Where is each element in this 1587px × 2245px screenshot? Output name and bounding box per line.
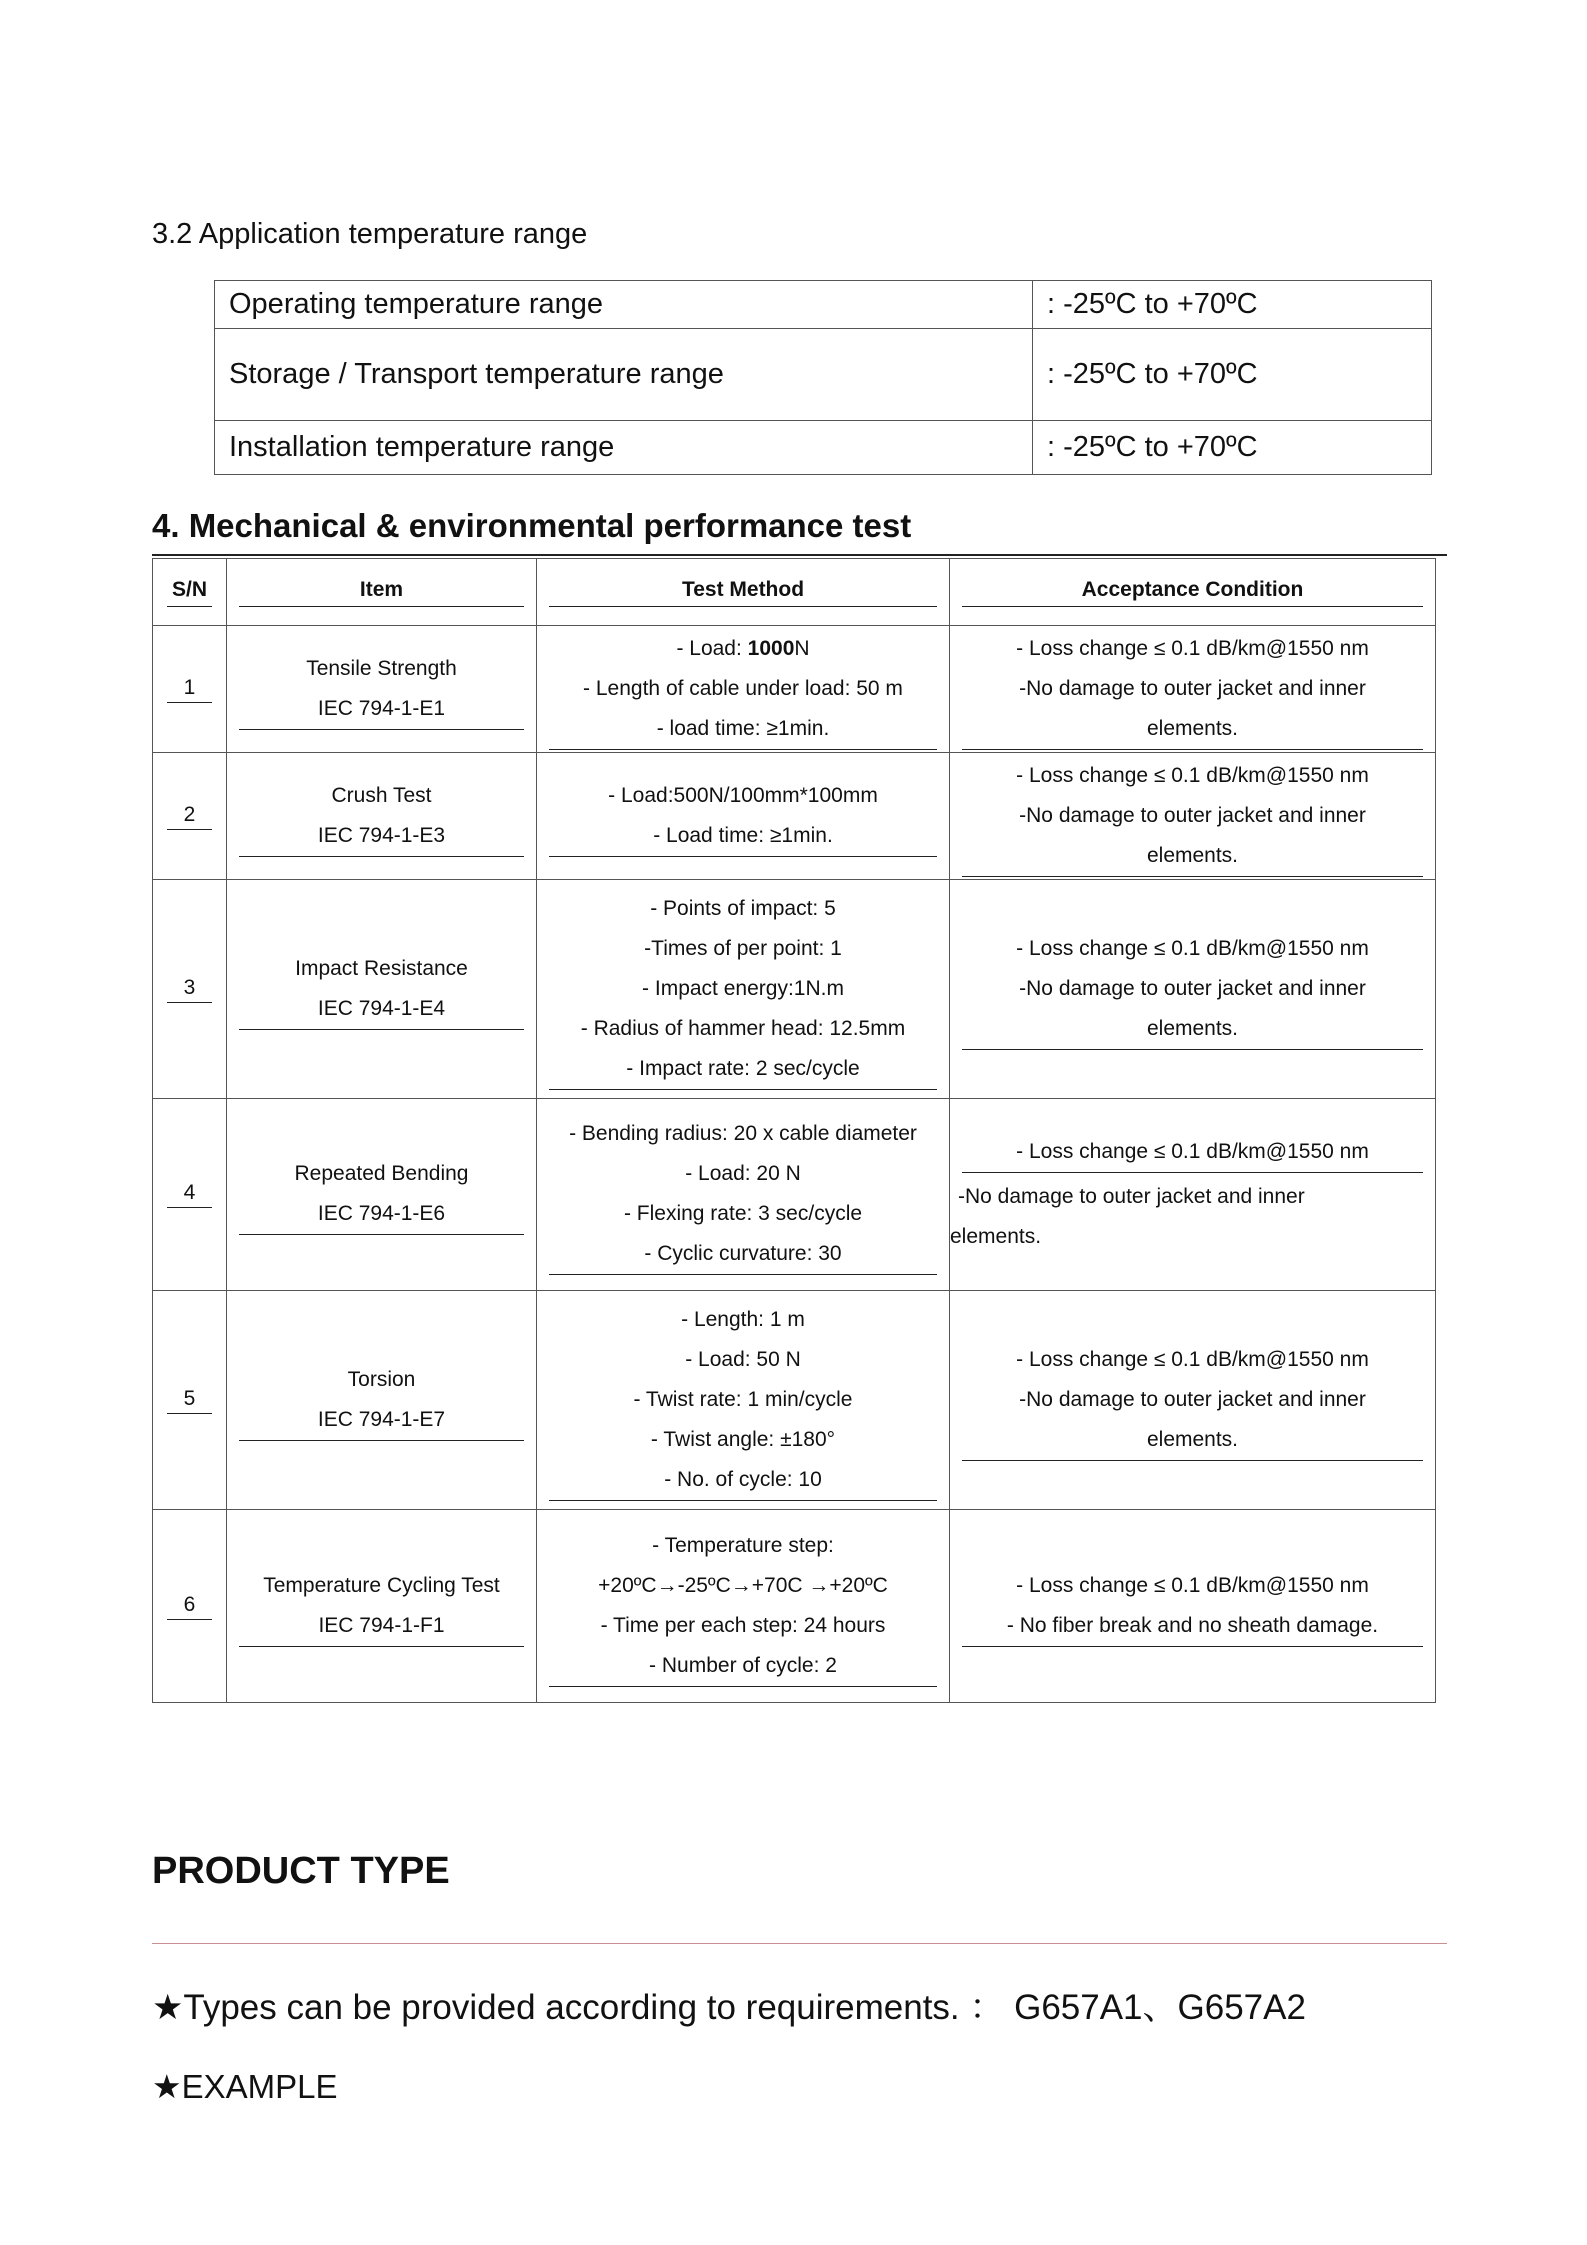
table-header-row — [153, 559, 1436, 626]
example-line: ★EXAMPLE — [152, 2068, 338, 2105]
item-cell: Crush Test IEC 794-1-E3 — [227, 753, 537, 880]
sn-cell: 2 — [153, 753, 227, 880]
table-row — [215, 281, 1432, 329]
section-4-heading: 4. Mechanical & environmental performance test — [152, 507, 912, 544]
sn-cell: 3 — [153, 880, 227, 1099]
header-cell: Test Method — [537, 559, 950, 626]
header-cell: S/N — [153, 559, 227, 626]
acceptance-cell: - Loss change ≤ 0.1 dB/km@1550 nm -No damage to outer jacket and inner elements. — [950, 753, 1436, 880]
method-cell: - Length: 1 m - Load: 50 N - Twist rate: 1 min/cycle - Twist angle: ±180° - No. of cycle: 10 — [537, 1291, 950, 1510]
acceptance-cell: - Loss change ≤ 0.1 dB/km@1550 nm - No fiber break and no sheath damage. — [950, 1510, 1436, 1703]
table-row — [153, 1510, 1436, 1703]
sn-cell: 6 — [153, 1510, 227, 1703]
mechanical-test-table — [152, 558, 1436, 1703]
acceptance-cell: - Loss change ≤ 0.1 dB/km@1550 nm -No damage to outer jacket and inner elements. — [950, 626, 1436, 753]
temp-label: Installation temperature range — [215, 421, 1033, 475]
table-row — [153, 626, 1436, 753]
table-row — [215, 421, 1432, 475]
section-4-divider — [152, 554, 1447, 556]
item-cell: Impact Resistance IEC 794-1-E4 — [227, 880, 537, 1099]
method-cell: - Load: 1000N - Length of cable under load: 50 m - load time: ≥1min. — [537, 626, 950, 753]
item-cell: Repeated Bending IEC 794-1-E6 — [227, 1099, 537, 1291]
temp-value: : -25ºC to +70ºC — [1033, 281, 1432, 329]
temperature-range-table — [214, 280, 1432, 475]
types-line: ★Types can be provided according to requirements. ： G657A1、G657A2 — [152, 1988, 1306, 2027]
header-cell: Acceptance Condition — [950, 559, 1436, 626]
temp-value: : -25ºC to +70ºC — [1033, 329, 1432, 421]
sn-cell: 4 — [153, 1099, 227, 1291]
table-row — [153, 880, 1436, 1099]
table-row — [153, 1291, 1436, 1510]
header-cell: Item — [227, 559, 537, 626]
item-cell: Tensile Strength IEC 794-1-E1 — [227, 626, 537, 753]
acceptance-cell: - Loss change ≤ 0.1 dB/km@1550 nm -No damage to outer jacket and inner elements. — [950, 1291, 1436, 1510]
temp-label: Operating temperature range — [215, 281, 1033, 329]
method-cell: - Temperature step: +20ºC→-25ºC→+70C →+20ºC - Time per each step: 24 hours - Number of cycle: 2 — [537, 1510, 950, 1703]
temp-label: Storage / Transport temperature range — [215, 329, 1033, 421]
method-cell: - Load:500N/100mm*100mm - Load time: ≥1min. — [537, 753, 950, 880]
sn-cell: 5 — [153, 1291, 227, 1510]
item-cell: Torsion IEC 794-1-E7 — [227, 1291, 537, 1510]
product-type-heading: PRODUCT TYPE — [152, 1850, 450, 1892]
table-row — [215, 329, 1432, 421]
section-3-2-heading: 3.2 Application temperature range — [152, 218, 588, 250]
acceptance-cell: - Loss change ≤ 0.1 dB/km@1550 nm -No damage to outer jacket and inner elements. — [950, 1099, 1436, 1291]
acceptance-cell: - Loss change ≤ 0.1 dB/km@1550 nm -No damage to outer jacket and inner elements. — [950, 880, 1436, 1099]
method-cell: - Points of impact: 5 -Times of per point: 1 - Impact energy:1N.m - Radius of hammer head: 12.5mm - Impact rate: 2 sec/cycle — [537, 880, 950, 1099]
temp-value: : -25ºC to +70ºC — [1033, 421, 1432, 475]
table-row — [153, 1099, 1436, 1291]
table-row — [153, 753, 1436, 880]
product-type-divider — [152, 1943, 1447, 1944]
sn-cell: 1 — [153, 626, 227, 753]
item-cell: Temperature Cycling Test IEC 794-1-F1 — [227, 1510, 537, 1703]
method-cell: - Bending radius: 20 x cable diameter - Load: 20 N - Flexing rate: 3 sec/cycle - Cyclic curvature: 30 — [537, 1099, 950, 1291]
